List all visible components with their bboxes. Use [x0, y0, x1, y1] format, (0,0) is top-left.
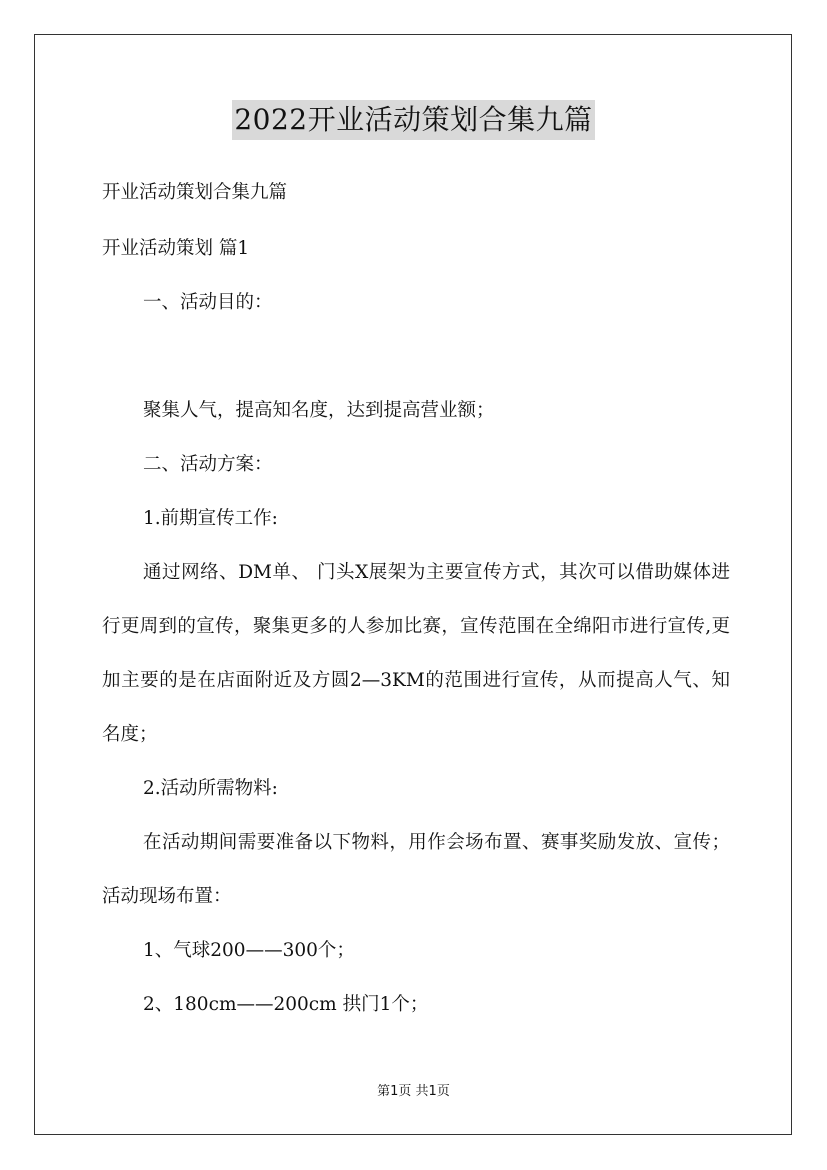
page-footer: 第1页 共1页: [377, 1084, 450, 1099]
paragraph-materials-heading: 2.活动所需物料:: [143, 778, 278, 799]
paragraph-activity-purpose: 聚集人气，提高知名度，达到提高营业额；: [143, 400, 495, 421]
paragraph-materials-body: 在活动期间需要准备以下物料，用作会场布置、赛事奖励发放、宣传； 活动现场布置：: [102, 832, 730, 907]
document-subtitle: 开业活动策划合集九篇: [102, 182, 288, 203]
section-heading: 开业活动策划 篇1: [102, 238, 250, 259]
paragraph-activity-purpose-heading: 一、活动目的：: [143, 292, 273, 313]
paragraph-activity-plan-heading: 二、活动方案：: [143, 454, 273, 475]
title-container: [0, 100, 827, 140]
paragraph-promotion-body: 通过网络、DM单、 门头X展架为主要宣传方式，其次可以借助媒体进行更周到的宣传，聚集更多的人参加比赛，宣传范围在全绵阳市进行宣传,更加主要的是在店面附近及方圆2—3KM的范围进行宣传，从而提高人气、知名度；: [102, 562, 730, 745]
document-title: 2022开业活动策划合集九篇: [232, 100, 594, 140]
list-item-arch: 2、180cm——200cm 拱门1个；: [143, 994, 429, 1015]
list-item-balloons: 1、气球200——300个；: [143, 940, 355, 961]
paragraph-promotion-heading: 1.前期宣传工作:: [143, 508, 278, 529]
